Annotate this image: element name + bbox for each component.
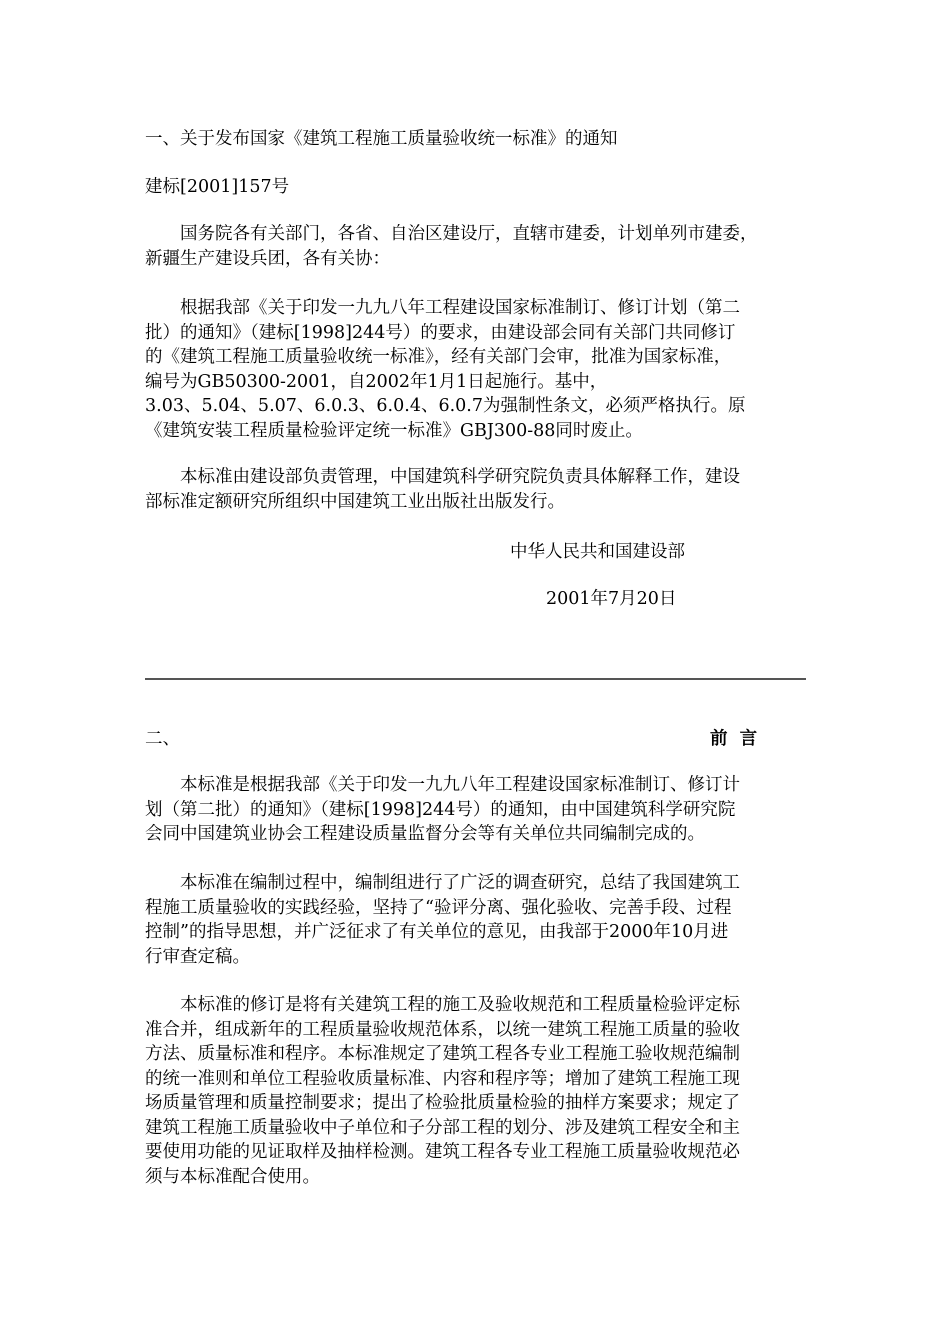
section-divider bbox=[145, 678, 806, 680]
paragraph-line: 批）的通知》（建标[1998]244号）的要求，由建设部会同有关部门共同修订 bbox=[145, 322, 736, 343]
paragraph-line: 的《建筑工程施工质量验收统一标准》，经有关部门会审，批准为国家标准， bbox=[145, 347, 732, 367]
paragraph-line: 3.03、5.04、5.07、6.0.3、6.0.4、6.0.7为强制性条文，必须严格执行。原 bbox=[145, 396, 746, 416]
notice-paragraph-2 bbox=[145, 465, 810, 514]
paragraph-line: 部标准定额研究所组织中国建筑工业出版社出版发行。 bbox=[145, 491, 565, 512]
document-number: 建标[2001]157号 bbox=[145, 177, 290, 197]
addressee-paragraph bbox=[145, 222, 810, 271]
issuer-signature: 中华人民共和国建设部 bbox=[510, 542, 685, 562]
paragraph-line: 编号为GB50300-2001，自2002年1月1日起施行。基中， bbox=[145, 371, 608, 392]
paragraph-line: 会同中国建筑业协会工程建设质量监督分会等有关单位共同编制完成的。 bbox=[145, 824, 705, 844]
addressee-line: 新疆生产建设兵团，各有关协： bbox=[145, 248, 390, 269]
foreword-paragraph-1 bbox=[145, 773, 810, 847]
paragraph-line: 方法、质量标准和程序。本标准规定了建筑工程各专业工程施工验收规范编制 bbox=[145, 1044, 740, 1064]
paragraph-line: 划（第二批）的通知》（建标[1998]244号）的通知，由中国建筑科学研究院 bbox=[145, 799, 736, 820]
paragraph-line: 准合并，组成新年的工程质量验收规范体系，以统一建筑工程施工质量的验收 bbox=[145, 1019, 740, 1040]
foreword-paragraph-2 bbox=[145, 871, 810, 969]
paragraph-line: 场质量管理和质量控制要求；提出了检验批质量检验的抽样方案要求；规定了 bbox=[145, 1093, 740, 1113]
paragraph-line: 行审查定稿。 bbox=[145, 946, 250, 967]
issue-date: 2001年7月20日 bbox=[546, 589, 677, 609]
notice-paragraph-1 bbox=[145, 296, 810, 443]
paragraph-line: 根据我部《关于印发一九九八年工程建设国家标准制订、修订计划（第二 bbox=[180, 298, 740, 318]
paragraph-line: 《建筑安装工程质量检验评定统一标准》GBJ300-88同时废止。 bbox=[145, 420, 643, 441]
section-number: 二、 bbox=[145, 729, 180, 749]
foreword-heading: 前 言 bbox=[710, 729, 758, 749]
notice-title: 一、关于发布国家《建筑工程施工质量验收统一标准》的通知 bbox=[145, 129, 618, 149]
paragraph-line: 建筑工程施工质量验收中子单位和子分部工程的划分、涉及建筑工程安全和主 bbox=[145, 1117, 740, 1138]
paragraph-line: 本标准的修订是将有关建筑工程的施工及验收规范和工程质量检验评定标 bbox=[180, 995, 740, 1015]
paragraph-line: 本标准是根据我部《关于印发一九九八年工程建设国家标准制订、修订计 bbox=[180, 775, 740, 795]
foreword-paragraph-3 bbox=[145, 993, 810, 1189]
addressee-line: 国务院各有关部门，各省、自治区建设厅，直辖市建委，计划单列市建委， bbox=[180, 224, 758, 244]
paragraph-line: 控制”的指导思想，并广泛征求了有关单位的意见，由我部于2000年10月进 bbox=[145, 922, 729, 942]
paragraph-line: 程施工质量验收的实践经验，坚持了“验评分离、强化验收、完善手段、过程 bbox=[145, 897, 732, 918]
paragraph-line: 本标准由建设部负责管理，中国建筑科学研究院负责具体解释工作，建设 bbox=[180, 467, 740, 487]
paragraph-line: 的统一准则和单位工程验收质量标准、内容和程序等；增加了建筑工程施工现 bbox=[145, 1068, 740, 1089]
paragraph-line: 要使用功能的见证取样及抽样检测。建筑工程各专业工程施工质量验收规范必 bbox=[145, 1142, 740, 1162]
paragraph-line: 须与本标准配合使用。 bbox=[145, 1166, 320, 1187]
paragraph-line: 本标准在编制过程中，编制组进行了广泛的调查研究，总结了我国建筑工 bbox=[180, 873, 740, 893]
